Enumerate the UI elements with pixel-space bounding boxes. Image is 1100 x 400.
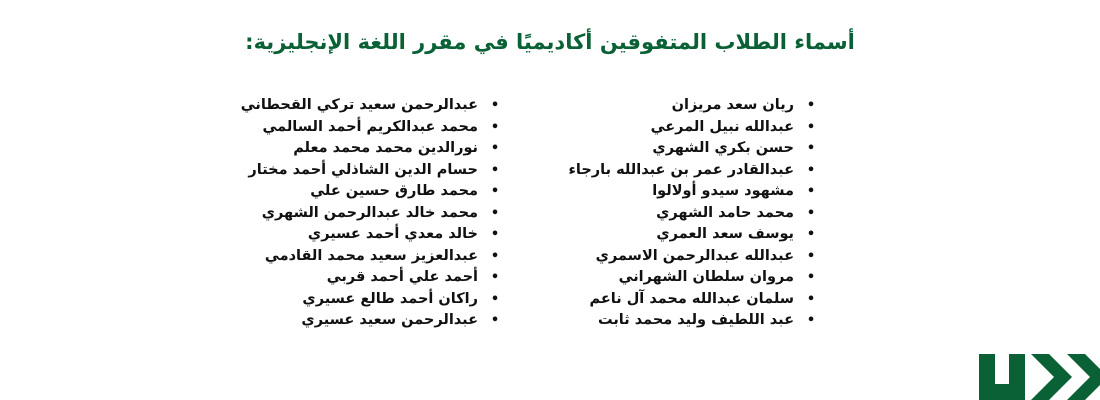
bullet-icon: •	[490, 227, 500, 242]
list-item	[569, 138, 821, 160]
bullet-icon: •	[490, 270, 500, 285]
page-title: أسماء الطلاب المتفوقين أكاديميًا في مقرر اللغة الإنجليزية:	[245, 30, 855, 54]
student-name: محمد خالد عبدالرحمن الشهري	[261, 204, 478, 221]
student-name: عبدالرحمن سعيد تركي القحطاني	[240, 97, 478, 113]
bullet-icon: •	[806, 270, 816, 285]
bullet-icon: •	[806, 119, 816, 135]
list-item	[569, 267, 821, 289]
student-name: مروان سلطان الشهراني	[618, 269, 794, 285]
bullet-icon: •	[490, 141, 500, 156]
list-item	[241, 95, 504, 117]
bullet-icon: •	[806, 162, 816, 178]
student-name: عبدالعزيز سعيد محمد القادمي	[264, 247, 478, 264]
list-item	[241, 160, 504, 182]
student-name: خالد معدي أحمد عسيري	[307, 226, 478, 242]
bullet-icon: •	[806, 184, 816, 199]
student-name: عبدالقادر عمر بن عبدالله بارجاء	[568, 161, 794, 178]
bullet-icon: •	[490, 119, 500, 135]
student-name: نورالدين محمد محمد معلم	[293, 140, 478, 156]
student-name: راكان أحمد طالع عسيري	[302, 290, 478, 307]
list-item	[569, 310, 821, 332]
student-name: عبدالرحمن سعيد عسيري	[301, 312, 478, 328]
students-list-right	[569, 95, 821, 332]
bullet-icon: •	[490, 98, 500, 113]
student-name: عبدالله عبدالرحمن الاسمري	[595, 247, 794, 264]
student-name: عبدالله نبيل المرعي	[650, 118, 794, 135]
list-item	[241, 246, 504, 268]
bullet-icon: •	[806, 313, 816, 328]
student-name: مشهود سيدو أولالوا	[652, 183, 794, 199]
list-item	[241, 138, 504, 160]
list-item	[569, 95, 821, 117]
bullet-icon: •	[490, 248, 500, 264]
bullet-icon: •	[806, 227, 816, 242]
student-name: ريان سعد مريزان	[671, 97, 794, 113]
student-name: سلمان عبدالله محمد آل ناعم	[589, 290, 794, 307]
student-name: محمد طارق حسين علي	[310, 183, 478, 199]
bullet-icon: •	[806, 141, 816, 156]
list-item	[241, 181, 504, 203]
students-list-left	[241, 95, 504, 332]
bullet-icon: •	[806, 98, 816, 113]
logo-cup-shape	[979, 354, 1025, 400]
list-item	[569, 203, 821, 225]
bullet-icon: •	[490, 313, 500, 328]
logo-chevron-1	[1031, 354, 1072, 400]
bullet-icon: •	[490, 184, 500, 199]
list-item	[241, 289, 504, 311]
student-name: عبد اللطيف وليد محمد ثابت	[598, 312, 794, 328]
bullet-icon: •	[490, 162, 500, 178]
student-name: حسن بكري الشهري	[652, 140, 794, 156]
bullet-icon: •	[806, 248, 816, 264]
list-item	[569, 181, 821, 203]
list-item	[241, 117, 504, 139]
list-item	[569, 160, 821, 182]
university-logo-icon	[979, 354, 1100, 400]
list-item	[569, 117, 821, 139]
list-item	[241, 310, 504, 332]
list-item	[241, 267, 504, 289]
bullet-icon: •	[806, 291, 816, 307]
student-name: يوسف سعد العمري	[656, 226, 794, 242]
list-item	[241, 203, 504, 225]
list-item	[569, 246, 821, 268]
bullet-icon: •	[490, 205, 500, 221]
list-item	[569, 224, 821, 246]
student-name: محمد عبدالكريم أحمد السالمي	[262, 118, 478, 135]
bullet-icon: •	[490, 291, 500, 307]
student-name: أحمد علي أحمد قربي	[326, 269, 478, 285]
student-name: محمد حامد الشهري	[656, 204, 794, 221]
list-item	[241, 224, 504, 246]
bullet-icon: •	[806, 205, 816, 221]
student-name: حسام الدين الشاذلي أحمد مختار	[248, 161, 478, 178]
list-item	[569, 289, 821, 311]
